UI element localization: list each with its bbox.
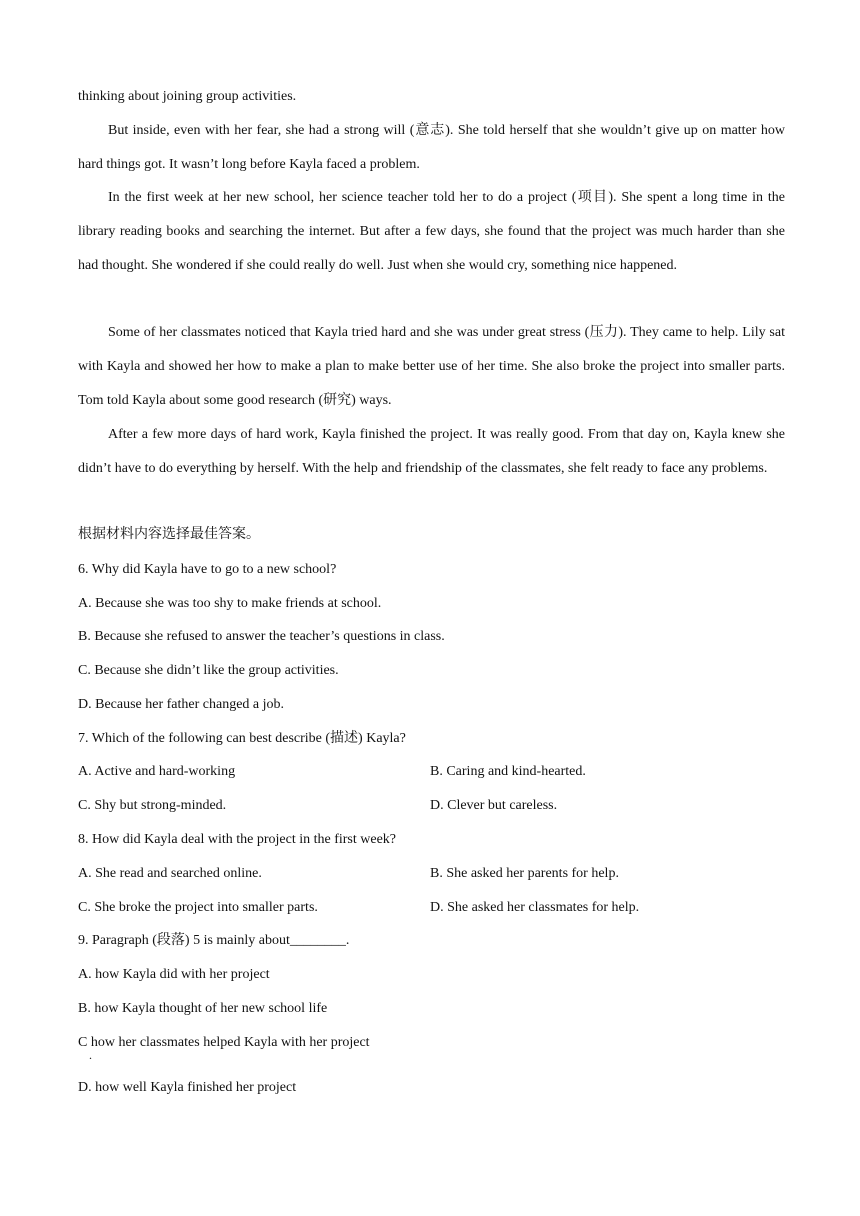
passage-paragraph-continued: thinking about joining group activities. (78, 89, 297, 104)
question-8-option-d: D. She asked her classmates for help. (430, 900, 640, 915)
passage-paragraph-2: But inside, even with her fear, she had a strong will (意志). She told herself that she wouldn’t give up on matter how hard things got. It wasn’t long before Kayla faced a problem. (78, 123, 785, 172)
question-6-option-a: A. Because she was too shy to make friends at school. (78, 596, 382, 611)
passage-paragraph-3: In the first week at her new school, her science teacher told her to do a project (项目). She spent a long time in the library reading books and searching the internet. But after a few days, she found that the project was much harder than she had thought. She wondered if she could really do well. Just when she would cry, something nice happened. (78, 190, 785, 273)
question-9-option-b: B. how Kayla thought of her new school life (78, 1001, 328, 1016)
question-9-option-c: C how her classmates helped Kayla with her project (78, 1035, 370, 1050)
question-8-option-c: C. She broke the project into smaller parts. (78, 900, 318, 915)
question-6-stem: 6. Why did Kayla have to go to a new school? (78, 562, 337, 577)
question-9-option-a: A. how Kayla did with her project (78, 967, 270, 982)
question-6-option-c: C. Because she didn’t like the group activities. (78, 663, 339, 678)
question-8-stem: 8. How did Kayla deal with the project in the first week? (78, 832, 397, 847)
question-7-stem: 7. Which of the following can best describe (描述) Kayla? (78, 731, 406, 746)
question-9-option-d: D. how well Kayla finished her project (78, 1080, 297, 1095)
question-6-option-b: B. Because she refused to answer the teacher’s questions in class. (78, 629, 445, 644)
passage-paragraph-4: Some of her classmates noticed that Kayla tried hard and she was under great stress (压力). They came to help. Lily sat with Kayla and showed her how to make a plan to make better use of her time. She also broke the project into smaller parts. Tom told Kayla about some good research (研究) ways. (78, 325, 785, 408)
passage-paragraph-5: After a few more days of hard work, Kayla finished the project. It was really good. From that day on, Kayla knew she didn’t have to do everything by herself. With the help and friendship of the classmates, she felt ready to face any problems. (78, 427, 785, 476)
question-7-option-b: B. Caring and kind-hearted. (430, 764, 586, 779)
option-c-stray-dot: . (89, 1048, 92, 1062)
question-7-option-a: A. Active and hard-working (78, 764, 236, 779)
question-9-stem: 9. Paragraph (段落) 5 is mainly about________. (78, 933, 350, 948)
question-7-option-c: C. Shy but strong-minded. (78, 798, 227, 813)
question-8-option-b: B. She asked her parents for help. (430, 866, 619, 881)
instruction-text: 根据材料内容选择最佳答案。 (78, 527, 260, 542)
question-8-option-a: A. She read and searched online. (78, 866, 262, 881)
question-6-option-d: D. Because her father changed a job. (78, 697, 285, 712)
question-7-option-d: D. Clever but careless. (430, 798, 558, 813)
